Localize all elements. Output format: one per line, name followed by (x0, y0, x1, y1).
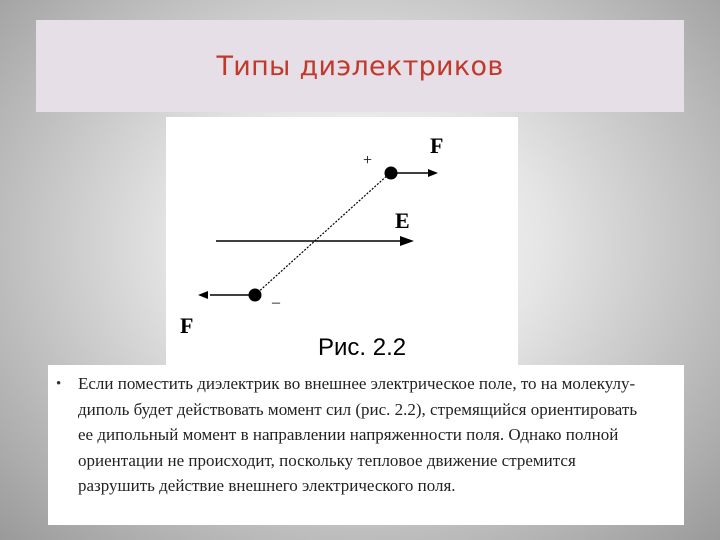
dipole-axis (255, 173, 390, 295)
bullet-item (56, 371, 656, 499)
label-force-top: F (430, 133, 444, 158)
label-field: E (395, 208, 410, 233)
label-minus: – (272, 294, 280, 311)
figure-caption: Рис. 2.2 (318, 334, 407, 361)
text-panel (48, 365, 684, 525)
bullet-text: Если поместить диэлектрик во внешнее электрическое поле, то на молекулу-диполь будет действовать момент сил (рис. 2.2), стремящийся ориентировать ее дипольный момент в направлении напряженности поля. Однако полной ориентации не происходит, поскольку тепловое движение стремится разрушить действие внешнего электрического поля. (78, 374, 638, 495)
positive-charge (385, 167, 398, 180)
slide-title: Типы диэлектриков (216, 50, 504, 82)
field-arrow-head (400, 236, 414, 246)
dipole-figure (166, 117, 518, 365)
title-bar (36, 20, 684, 112)
label-force-bottom: F (180, 313, 194, 338)
force-arrow-top-head (428, 169, 438, 177)
dipole-diagram (166, 117, 518, 365)
force-arrow-bottom-head (198, 291, 208, 299)
bullet-marker: • (56, 376, 62, 392)
label-plus: + (363, 152, 373, 169)
negative-charge (249, 289, 262, 302)
